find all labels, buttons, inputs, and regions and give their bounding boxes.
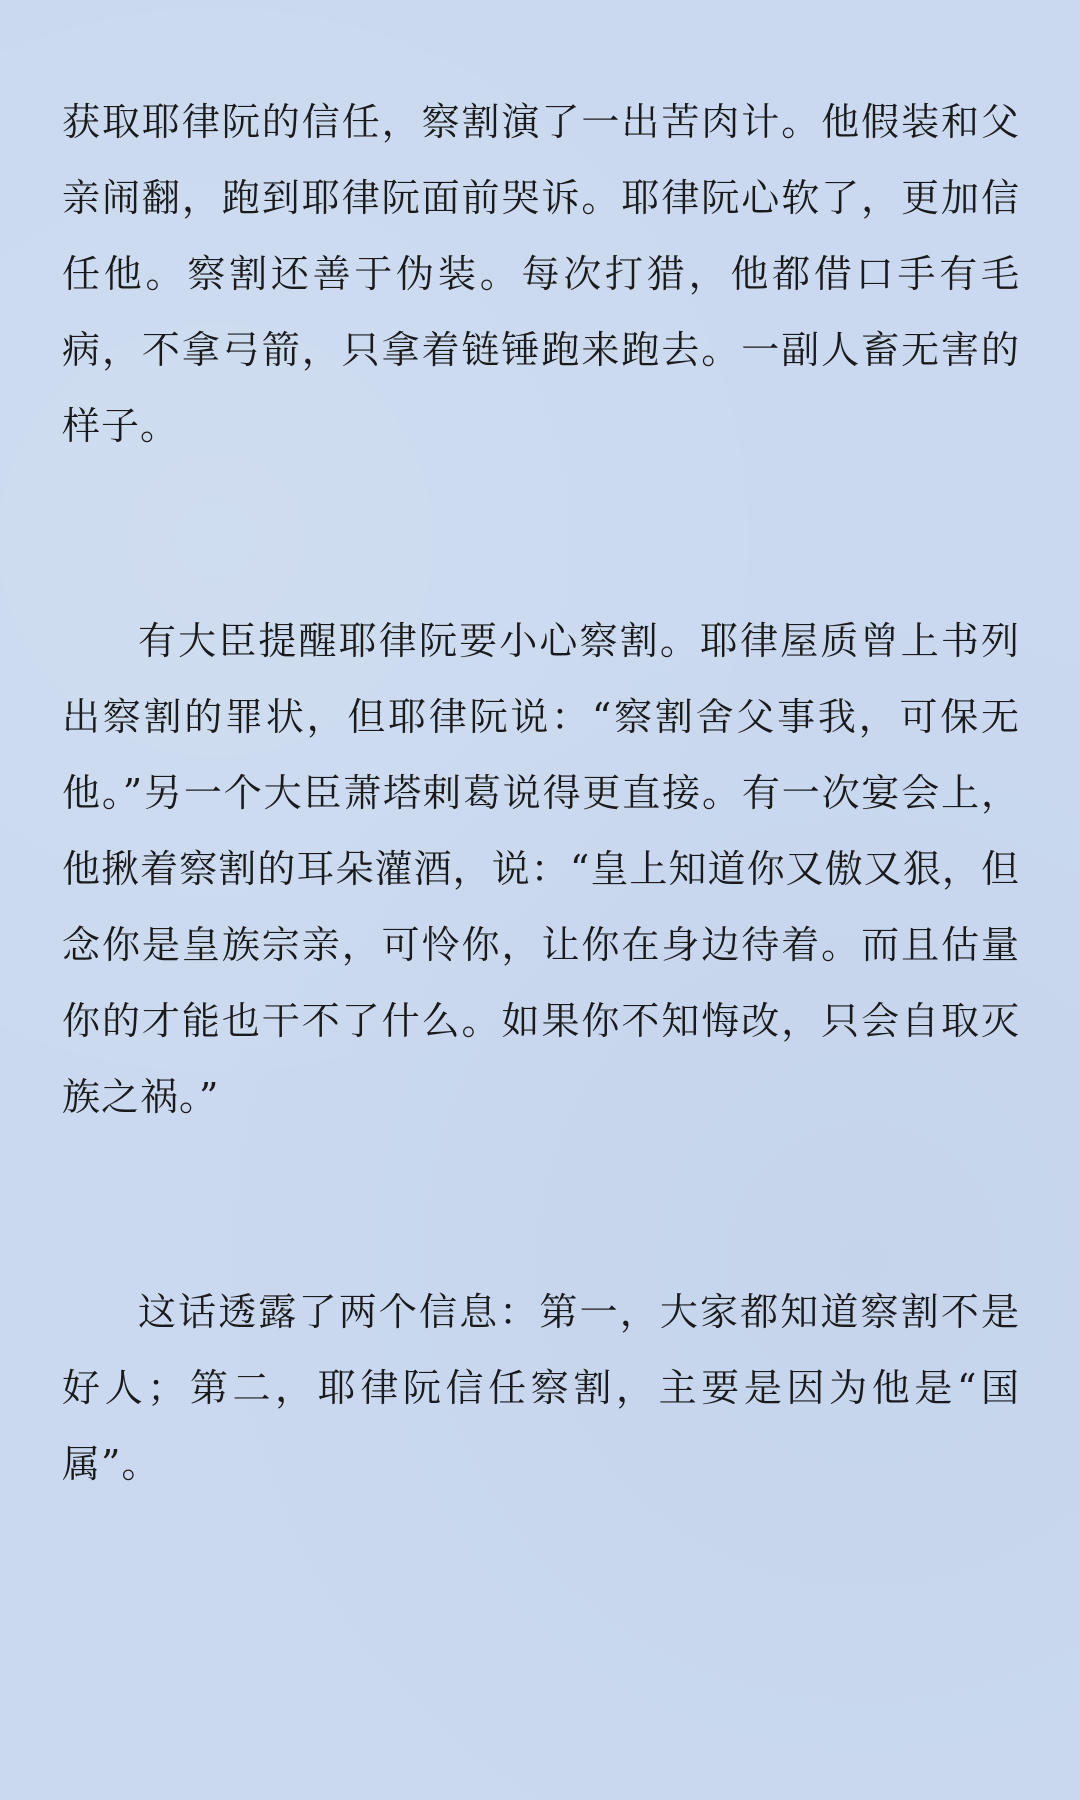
paragraph-2: 有大臣提醒耶律阮要小心察割。耶律屋质曾上书列出察割的罪状，但耶律阮说：“察割舍父事我，可保无他。”另一个大臣萧塔剌葛说得更直接。有一次宴会上，他揪着察割的耳朵灌酒，说：“皇上知道你又傲又狠，但念你是皇族宗亲，可怜你，让你在身边待着。而且估量你的才能也干不了什么。如果你不知悔改，只会自取灭族之祸。” bbox=[62, 619, 1020, 1119]
paragraph-gap bbox=[62, 464, 1020, 603]
paragraph-gap bbox=[62, 1135, 1020, 1274]
paragraph-1: 获取耶律阮的信任，察割演了一出苦肉计。他假装和父亲闹翻，跑到耶律阮面前哭诉。耶律阮心软了，更加信任他。察割还善于伪装。每次打猎，他都借口手有毛病，不拿弓箭，只拿着链锤跑来跑去。一副人畜无害的样子。 bbox=[62, 100, 1020, 448]
paragraph-3: 这话透露了两个信息：第一，大家都知道察割不是好人；第二，耶律阮信任察割，主要是因为他是“国属”。 bbox=[62, 1290, 1020, 1486]
